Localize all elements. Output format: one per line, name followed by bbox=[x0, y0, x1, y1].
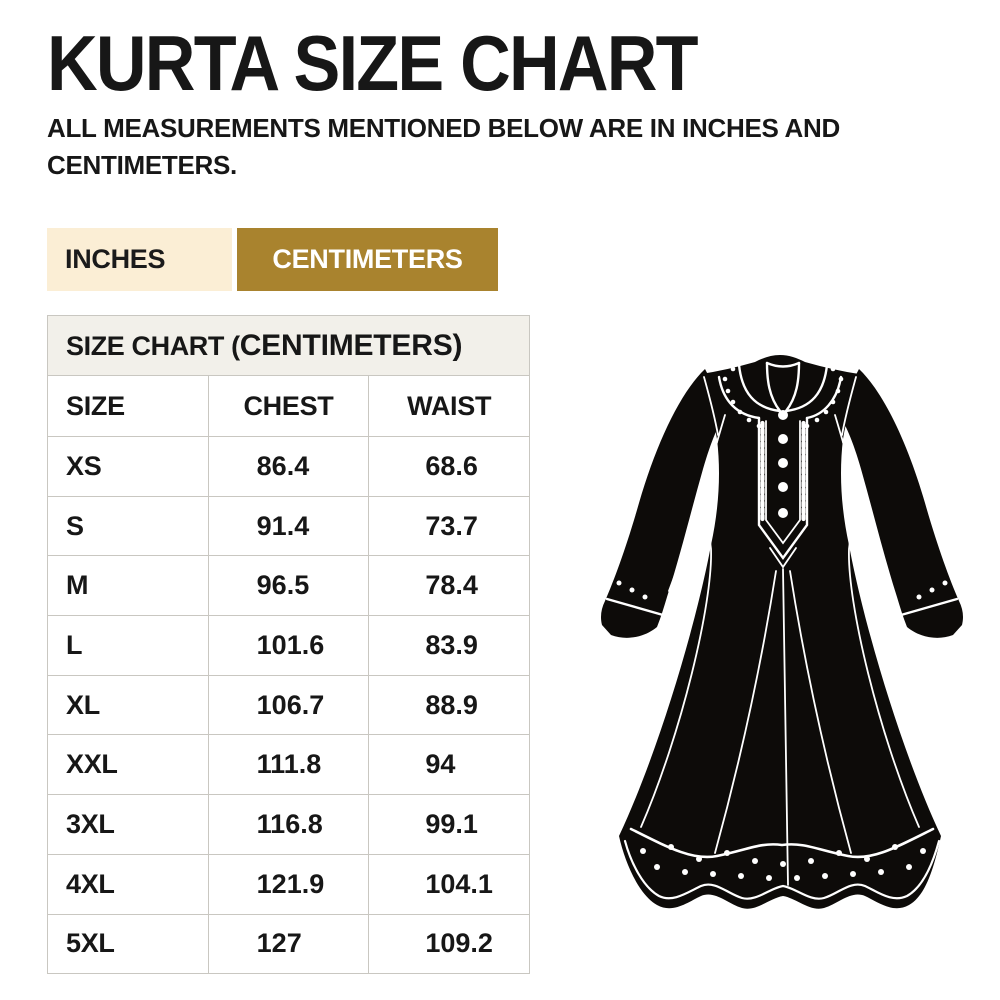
chest-cell: 121.9 bbox=[208, 854, 369, 914]
table-row bbox=[48, 914, 530, 974]
size-cell: XXL bbox=[48, 735, 209, 795]
size-cell: XS bbox=[48, 437, 209, 497]
chest-cell: 101.6 bbox=[208, 616, 369, 676]
column-header-waist: WAIST bbox=[369, 376, 530, 437]
size-cell: XL bbox=[48, 675, 209, 735]
waist-cell: 88.9 bbox=[369, 675, 530, 735]
waist-cell: 94 bbox=[369, 735, 530, 795]
table-title bbox=[48, 316, 530, 376]
tab-centimeters-label: CENTIMETERS bbox=[272, 244, 463, 274]
table-row bbox=[48, 675, 530, 735]
column-header-size: SIZE bbox=[48, 376, 209, 437]
table-row bbox=[48, 854, 530, 914]
size-cell: L bbox=[48, 616, 209, 676]
chest-cell: 106.7 bbox=[208, 675, 369, 735]
chest-cell: 127 bbox=[208, 914, 369, 974]
kurta-dress-svg bbox=[597, 353, 969, 915]
size-cell: 3XL bbox=[48, 795, 209, 855]
size-cell: S bbox=[48, 496, 209, 556]
chest-cell: 86.4 bbox=[208, 437, 369, 497]
size-cell: 5XL bbox=[48, 914, 209, 974]
waist-cell: 99.1 bbox=[369, 795, 530, 855]
size-cell: M bbox=[48, 556, 209, 616]
size-table-body bbox=[48, 437, 530, 974]
waist-cell: 83.9 bbox=[369, 616, 530, 676]
waist-cell: 68.6 bbox=[369, 437, 530, 497]
table-row bbox=[48, 795, 530, 855]
chest-cell: 116.8 bbox=[208, 795, 369, 855]
page-title: KURTA SIZE CHART bbox=[47, 19, 697, 107]
page-subtitle: ALL MEASUREMENTS MENTIONED BELOW ARE IN INCHES AND CENTIMETERS. bbox=[47, 113, 840, 181]
table-row bbox=[48, 556, 530, 616]
waist-cell: 109.2 bbox=[369, 914, 530, 974]
chest-cell: 111.8 bbox=[208, 735, 369, 795]
table-title-emphasis: CENTIMETERS) bbox=[239, 328, 463, 362]
size-chart-table bbox=[47, 315, 530, 974]
table-row bbox=[48, 496, 530, 556]
kurta-illustration bbox=[597, 353, 969, 915]
table-column-header-row bbox=[48, 376, 530, 437]
chest-cell: 96.5 bbox=[208, 556, 369, 616]
table-row bbox=[48, 616, 530, 676]
table-title-prefix: SIZE CHART ( bbox=[66, 330, 240, 361]
tab-inches-label: INCHES bbox=[65, 244, 166, 274]
waist-cell: 104.1 bbox=[369, 854, 530, 914]
column-header-chest: CHEST bbox=[208, 376, 369, 437]
waist-cell: 78.4 bbox=[369, 556, 530, 616]
table-row bbox=[48, 735, 530, 795]
tab-centimeters[interactable] bbox=[237, 228, 498, 291]
waist-cell: 73.7 bbox=[369, 496, 530, 556]
size-cell: 4XL bbox=[48, 854, 209, 914]
tab-inches[interactable] bbox=[47, 228, 232, 291]
table-row bbox=[48, 437, 530, 497]
chest-cell: 91.4 bbox=[208, 496, 369, 556]
table-title-row bbox=[48, 316, 530, 376]
